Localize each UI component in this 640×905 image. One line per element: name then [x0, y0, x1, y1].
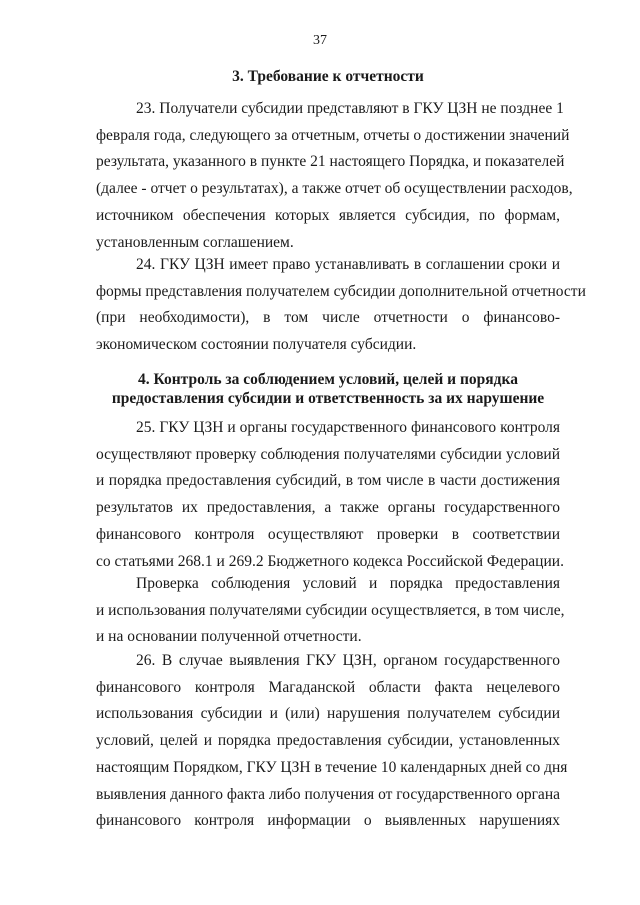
- text-line: результата, указанного в пункте 21 настоящего Порядка, и показателей: [96, 153, 565, 171]
- text-line: 23. Получатели субсидии представляют в ГКУ ЦЗН не позднее 1: [136, 100, 564, 117]
- text-line: и на основании полученной отчетности.: [96, 628, 362, 646]
- text-line: условий, целей и порядка предоставления субсидии, установленных: [96, 732, 560, 750]
- text-line: со статьями 268.1 и 269.2 Бюджетного кодекса Российской Федерации.: [96, 552, 564, 570]
- page-number: 37: [313, 33, 327, 48]
- section-4-heading: [96, 370, 560, 408]
- text-line: февраля года, следующего за отчетным, отчеты о достижении значений: [96, 126, 570, 144]
- text-line: 26. В случае выявления ГКУ ЦЗН, органом государственного: [136, 652, 560, 669]
- text-line: осуществляют проверку соблюдения получателями субсидии условий: [96, 445, 560, 463]
- text-line: (при необходимости), в том числе отчетности о финансово-: [96, 309, 560, 327]
- text-line: финансового контроля Магаданской области факта нецелевого: [96, 678, 560, 696]
- heading-line: 4. Контроль за соблюдением условий, целей и порядка: [138, 371, 518, 388]
- text-line: результатов их предоставления, а также органы государственного: [96, 499, 560, 517]
- paragraph-23: [96, 96, 573, 256]
- text-line: использования субсидии и (или) нарушения получателем субсидии: [96, 705, 560, 723]
- paragraph-25: [96, 415, 564, 575]
- text-line: настоящим Порядком, ГКУ ЦЗН в течение 10 календарных дней со дня: [96, 758, 568, 776]
- text-line: установленным соглашением.: [96, 233, 294, 251]
- text-line: выявления данного факта либо получения от государственного органа: [96, 785, 560, 803]
- text-line: Проверка соблюдения условий и порядка предоставления: [136, 575, 560, 592]
- text-line: финансового контроля осуществляют проверки в соответствии: [96, 525, 560, 543]
- text-line: 25. ГКУ ЦЗН и органы государственного финансового контроля: [136, 419, 560, 436]
- heading-line: предоставления субсидии и ответственность за их нарушение: [111, 390, 545, 407]
- text-line: финансового контроля информации о выявленных нарушениях: [96, 812, 560, 830]
- section-3-heading: 3. Требование к отчетности: [232, 68, 424, 85]
- text-line: источником обеспечения которых является субсидия, по формам,: [96, 206, 560, 224]
- text-line: формы представления получателем субсидии дополнительной отчетности: [96, 282, 586, 300]
- text-line: и порядка предоставления субсидий, в том числе в части достижения: [96, 472, 560, 490]
- paragraph-25-continued: [96, 571, 565, 651]
- text-line: экономическом состоянии получателя субсидии.: [96, 336, 417, 354]
- text-line: (далее - отчет о результатах), а также отчет об осуществлении расходов,: [96, 180, 573, 198]
- text-line: 24. ГКУ ЦЗН имеет право устанавливать в соглашении сроки и: [136, 256, 560, 273]
- text-line: и использования получателями субсидии осуществляется, в том числе,: [96, 601, 565, 619]
- paragraph-26: [96, 648, 568, 835]
- paragraph-24: [96, 252, 586, 359]
